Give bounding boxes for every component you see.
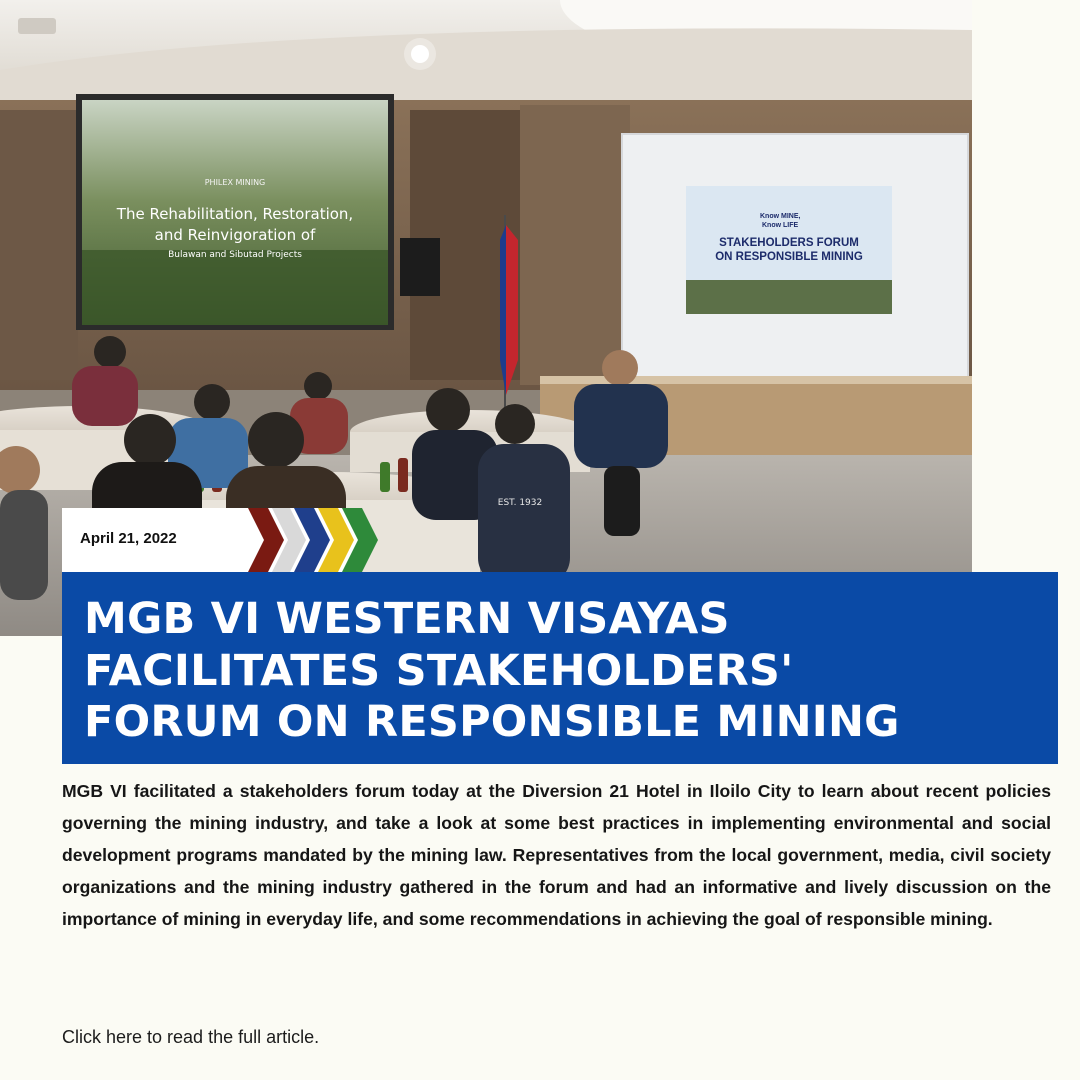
banner-tagline-line2: Know LIFE bbox=[762, 222, 799, 229]
date-strip bbox=[62, 508, 362, 572]
banner-title-line2: ON RESPONSIBLE MINING bbox=[715, 251, 863, 263]
post-date: April 21, 2022 bbox=[80, 530, 177, 547]
banner-title-line1: STAKEHOLDERS FORUM bbox=[719, 237, 859, 249]
chevron-arrows-icon bbox=[248, 508, 428, 572]
slide-title-line1: The Rehabilitation, Restoration, bbox=[116, 205, 354, 223]
headline-banner bbox=[62, 572, 1058, 764]
slide-logo-text: PHILEX MINING bbox=[204, 178, 266, 187]
banner-tagline-line1: Know MINE, bbox=[760, 213, 801, 220]
article-summary: MGB VI facilitated a stakeholders forum today at the Diversion 21 Hotel in Iloilo City to learn about recent policies governing the mining industry, and take a look at some best practices in implementing environmental and social development programs mandated by the mining law. Representatives from the local government, media, civil society organizations and the mining industry gathered in the forum and had an informative and lively discussion on the importance of mining in everyday life, and some recommendations in achieving the goal of responsible mining. bbox=[62, 781, 1051, 929]
slide-subtitle: Bulawan and Sibutad Projects bbox=[168, 250, 302, 260]
headline: MGB VI WESTERN VISAYAS FACILITATES STAKEHOLDERS' FORUM ON RESPONSIBLE MINING bbox=[84, 594, 900, 748]
shirt-print: EST. 1932 bbox=[497, 498, 543, 508]
slide-title-line2: and Reinvigoration of bbox=[154, 226, 316, 244]
read-more-link[interactable]: Click here to read the full article. bbox=[62, 1027, 320, 1047]
